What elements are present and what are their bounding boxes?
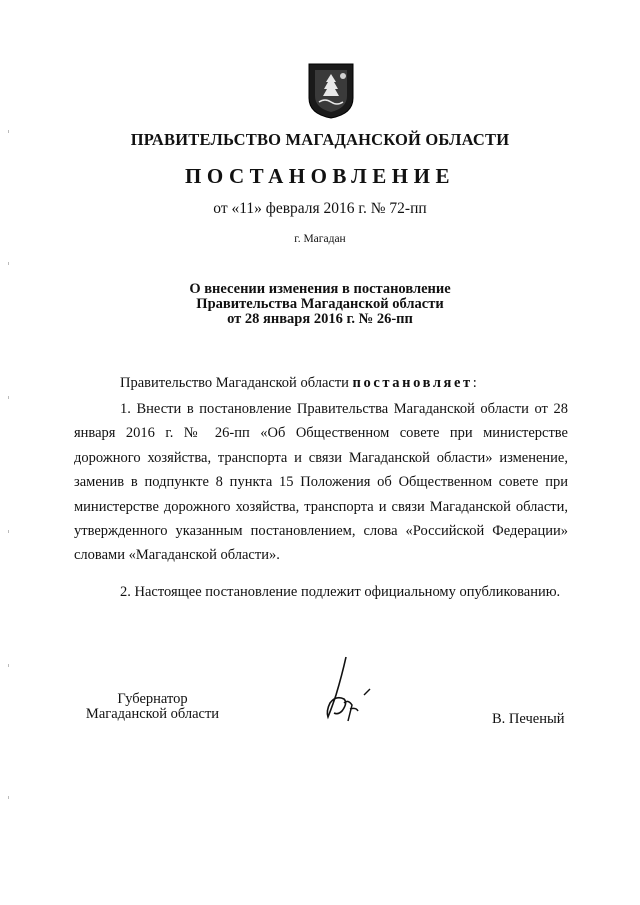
paragraph-2: 2. Настоящее постановление подлежит официальному опубликованию. xyxy=(120,584,561,600)
signatory-title-line-1: Губернатор xyxy=(117,691,188,707)
signatory-title-line-2: Магаданской области xyxy=(85,706,220,722)
scan-edge-mark xyxy=(8,530,9,533)
intro-suffix: : xyxy=(472,375,477,391)
intro-line xyxy=(120,375,477,392)
handwritten-signature-icon xyxy=(318,655,380,735)
magadan-region-coat-of-arms-icon xyxy=(307,62,355,120)
intro-keyword: постановляет xyxy=(352,375,473,391)
heading-line-3: от 28 января 2016 г. № 26-пп xyxy=(227,311,413,327)
scan-edge-mark xyxy=(8,262,9,265)
signatory-name: В. Печеный xyxy=(492,711,565,727)
paragraph-1: 1. Внести в постановление Правительства Магаданской области от 28 января 2016 г. № 26-пп «Об Общественном совете при министерстве дорожного хозяйства, транспорта и связи Магаданской области» изменение, заменив в подпункте 8 пункта 15 Положения об Общественном совете при министерстве дорожного хозяйства, транспорта и связи Магаданской области, утвержденного указанным постановлением, слова «Российской Федерации» словами «Магаданской области». xyxy=(74,401,568,564)
signatory-title xyxy=(80,692,225,722)
document-city: г. Магадан xyxy=(294,233,346,245)
organization-name: ПРАВИТЕЛЬСТВО МАГАДАНСКОЙ ОБЛАСТИ xyxy=(130,130,510,149)
scan-edge-mark xyxy=(8,796,9,799)
scan-edge-mark xyxy=(8,396,9,399)
scan-edge-mark xyxy=(8,130,9,133)
document-heading xyxy=(0,282,640,327)
document-date-number: от «11» февраля 2016 г. № 72-пп xyxy=(213,200,427,217)
scan-edge-mark xyxy=(8,664,9,667)
heading-line-1: О внесении изменения в постановление xyxy=(189,281,451,297)
document-type: ПОСТАНОВЛЕНИЕ xyxy=(185,164,455,188)
intro-prefix: Правительство Магаданской области xyxy=(120,375,349,391)
heading-line-2: Правительства Магаданской области xyxy=(196,296,444,312)
